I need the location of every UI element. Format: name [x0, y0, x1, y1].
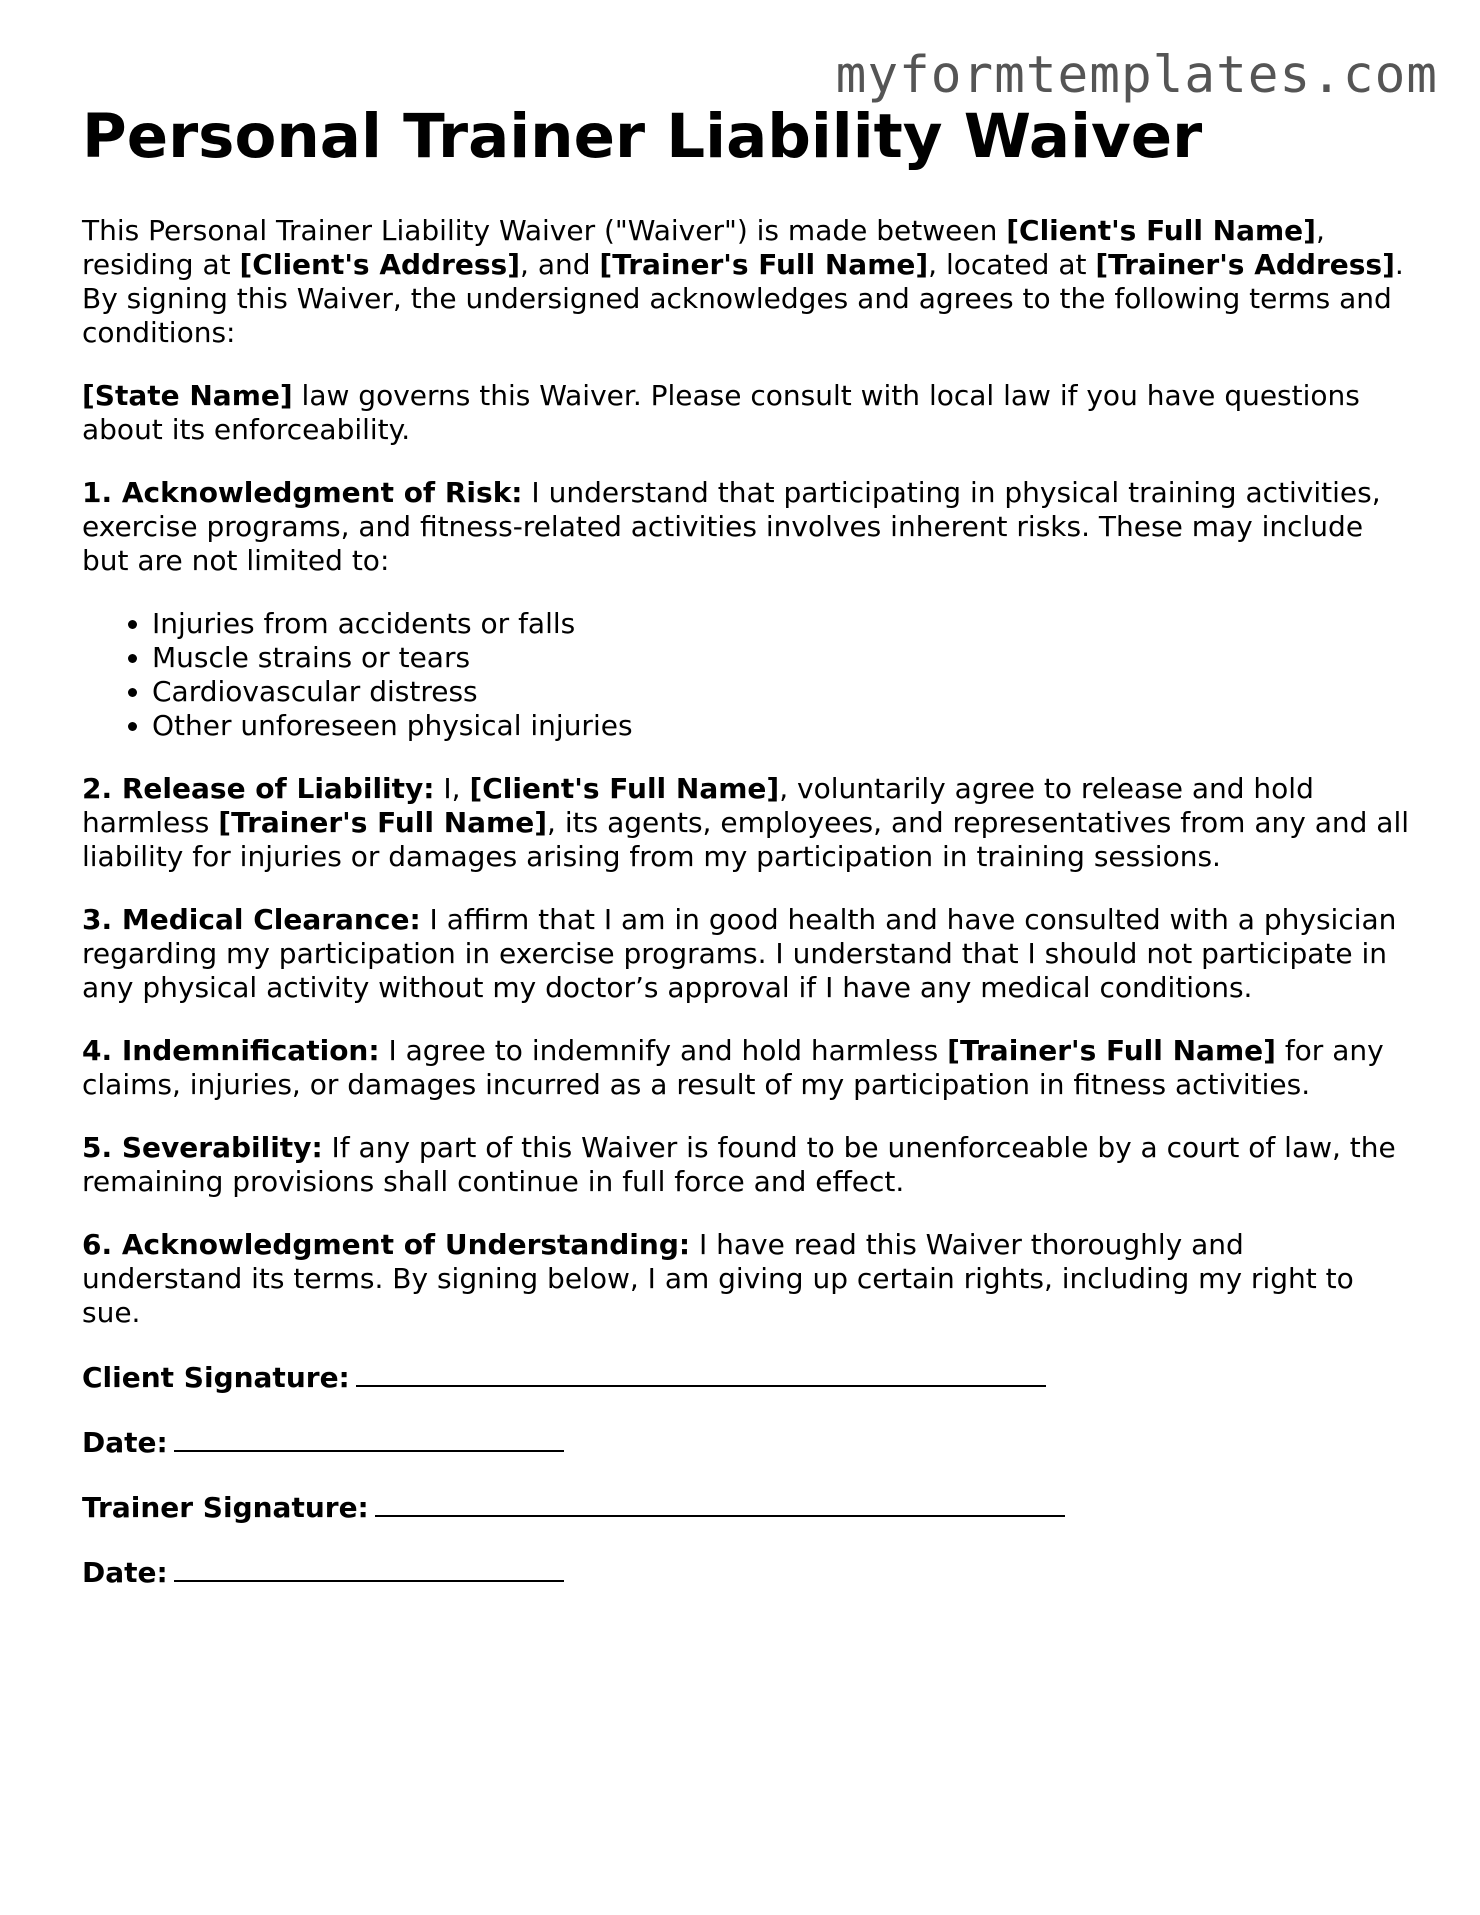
list-item: • Muscle strains or tears [152, 641, 1412, 675]
risk-list [82, 607, 1412, 743]
document-title: Personal Trainer Liability Waiver [82, 101, 1203, 172]
client-date-field[interactable] [174, 1424, 564, 1452]
section-heading: 1. Acknowledgment of Risk: [82, 476, 523, 510]
client-date-row [82, 1424, 1412, 1460]
section-acknowledgment-of-understanding: 6. Acknowledgment of Understanding: I have read this Waiver thoroughly and understand its terms. By signing below, I am giving up certain rights, including my right to sue. [82, 1228, 1354, 1330]
trainer-name-placeholder: [Trainer's Full Name] [218, 806, 548, 840]
trainer-signature-row [82, 1489, 1412, 1525]
client-date-label: Date: [82, 1426, 168, 1460]
section-heading: 5. Severability: [82, 1131, 323, 1165]
section-heading: 3. Medical Clearance: [82, 903, 421, 937]
section-indemnification: 4. Indemnification: I agree to indemnify and hold harmless [Trainer's Full Name] for any claims, injuries, or damages incurred as a result of my participation in fitness activities. [82, 1034, 1384, 1102]
section-heading: 4. Indemnification: [82, 1034, 380, 1068]
trainer-date-label: Date: [82, 1556, 168, 1590]
trainer-signature-label: Trainer Signature: [82, 1491, 369, 1525]
trainer-name-placeholder: [Trainer's Full Name] [599, 248, 929, 282]
section-acknowledgment-of-risk: 1. Acknowledgment of Risk: I understand that participating in physical training activities, exercise programs, and fitness-related activities involves inherent risks. These may include but are not limited to: [82, 476, 1381, 578]
waiver-document [82, 102, 1412, 1619]
section-release-of-liability: 2. Release of Liability: I, [Client's Full Name], voluntarily agree to release and hold harmless [Trainer's Full Name], its agents, employees, and representatives from any and all liability for injuries or damages arising from my participation in training sessions. [82, 772, 1410, 874]
section-heading: 6. Acknowledgment of Understanding: [82, 1228, 691, 1262]
trainer-signature-field[interactable] [375, 1489, 1065, 1517]
client-name-placeholder: [Client's Full Name] [1006, 214, 1316, 248]
trainer-date-row [82, 1554, 1412, 1590]
trainer-date-field[interactable] [174, 1554, 564, 1582]
client-signature-row [82, 1359, 1412, 1395]
trainer-name-placeholder: [Trainer's Full Name] [947, 1034, 1276, 1068]
state-name-placeholder: [State Name] [82, 379, 293, 413]
list-item: • Other unforeseen physical injuries [152, 709, 1412, 743]
intro-paragraph: This Personal Trainer Liability Waiver ("Waiver") is made between [Client's Full Name], residing at [Client's Address], and [Trainer's Full Name], located at [Trainer's Address]. By signing this Waiver, the undersigned acknowledges and agrees to the following terms and conditions: [82, 214, 1404, 350]
section-severability: 5. Severability: If any part of this Waiver is found to be unenforceable by a court of law, the remaining provisions shall continue in full force and effect. [82, 1131, 1396, 1199]
list-item: • Cardiovascular distress [152, 675, 1412, 709]
client-address-placeholder: [Client's Address] [239, 248, 521, 282]
site-watermark: myformtemplates.com [835, 46, 1438, 105]
client-signature-label: Client Signature: [82, 1361, 350, 1395]
governing-law-paragraph: [State Name] law governs this Waiver. Please consult with local law if you have questions about its enforceability. [82, 379, 1360, 447]
client-name-placeholder: [Client's Full Name] [469, 772, 780, 806]
section-heading: 2. Release of Liability: [82, 772, 435, 806]
client-signature-field[interactable] [356, 1359, 1046, 1387]
section-medical-clearance: 3. Medical Clearance: I affirm that I am in good health and have consulted with a physician regarding my participation in exercise programs. I understand that I should not participate in any physical activity without my doctor’s approval if I have any medical conditions. [82, 903, 1397, 1005]
list-item: • Injuries from accidents or falls [152, 607, 1412, 641]
trainer-address-placeholder: [Trainer's Address] [1095, 248, 1395, 282]
